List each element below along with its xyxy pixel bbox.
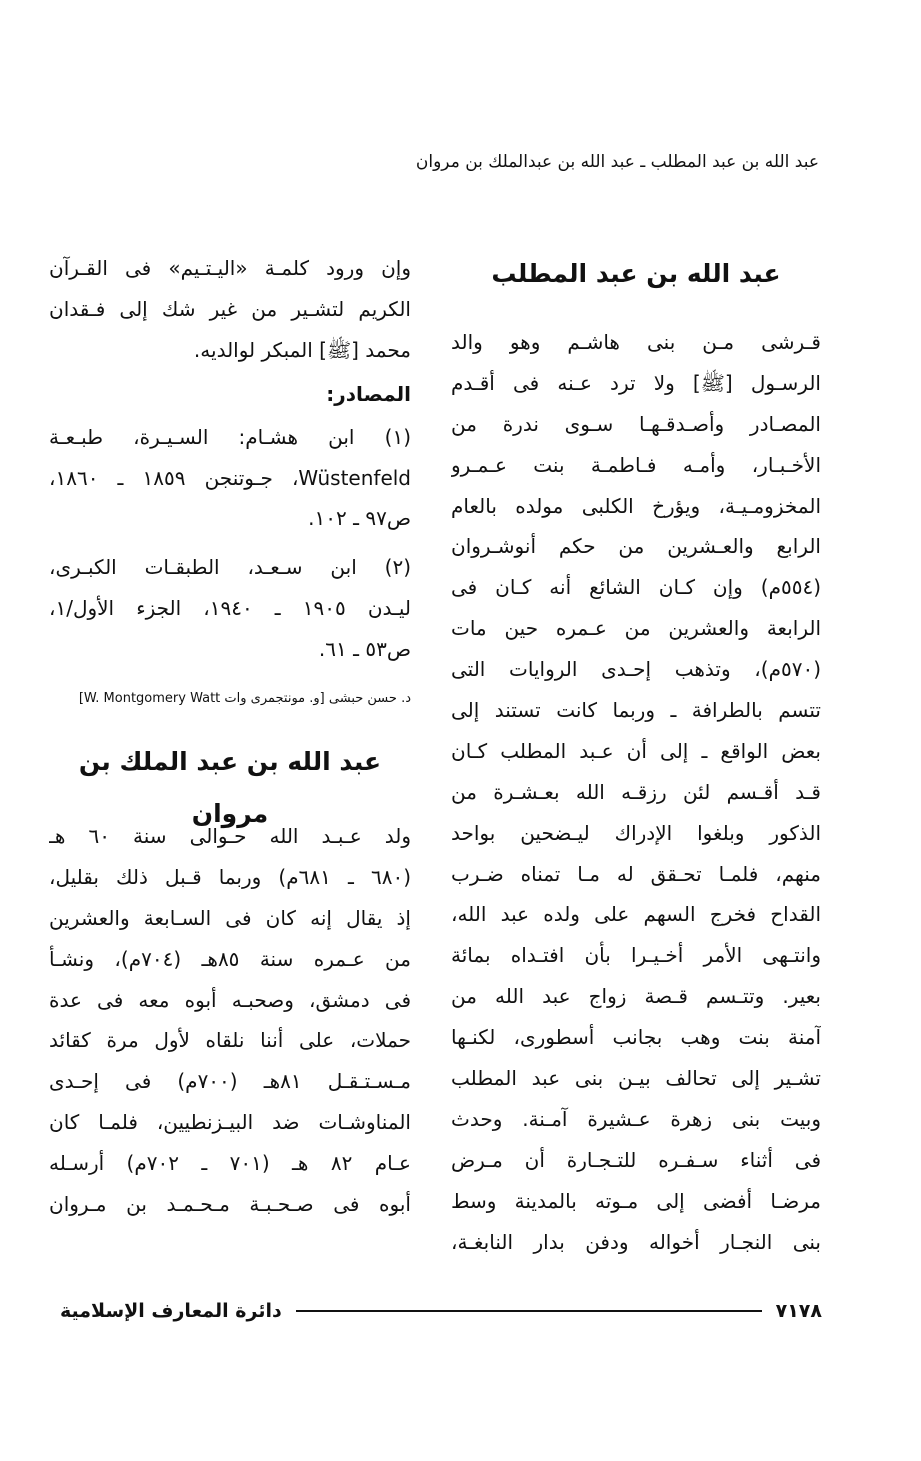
text-line: المصـادر وأصـدقـهـا سـوى ندرة من xyxy=(451,411,821,436)
text-line: حملات، على أننا نلقاه لأول مرة كقائد xyxy=(49,1028,411,1053)
source-entry xyxy=(49,547,411,670)
left-column xyxy=(49,248,411,1225)
text-line: من عـمره سنة ٨٥هـ (٧٠٤م)، ونشـأ xyxy=(49,946,411,971)
text-line: الرابعة والعشرين من عـمره حين مات xyxy=(451,616,821,641)
text-line: بعض الواقع ـ إلى أن عـبد المطلب كـان xyxy=(451,738,821,763)
text-line: وبيت بنى زهرة عـشيرة آمـنة. وحدث xyxy=(451,1106,821,1131)
text-line: تتسم بالطرافة ـ وربما كانت تستند إلى xyxy=(451,698,821,723)
text-line: وانتـهى الأمر أخـيـرا بأن افتـداه بمائة xyxy=(451,943,821,968)
article-body xyxy=(451,322,821,1262)
article-title: عبد الله بن عبد الملك بن مروان xyxy=(78,747,382,829)
text-line: الرسـول [ﷺ] ولا ترد عـنه فى أقـدم xyxy=(451,370,821,395)
source-line: ص٩٧ ـ ١٠٢. xyxy=(308,506,411,531)
text-line: الذكور وبلغوا الإدراك ليـضحين بواحد xyxy=(451,820,821,845)
footer-rule xyxy=(296,1310,762,1312)
text-line: القداح فخرج السهم على ولده عبد الله، xyxy=(451,902,821,927)
text-line: إذ يقال إنه كان فى السـابعة والعشرين xyxy=(49,905,411,930)
text-line: ولد عـبـد الله حـوالى سنة ٦٠ هـ xyxy=(49,824,411,849)
source-line: ليـدن ١٩٠٥ ـ ١٩٤٠، الجزء الأول/١، xyxy=(49,596,411,621)
source-line: (١) ابن هشـام: السـيـرة، طبـعـة xyxy=(49,424,411,449)
running-header: عبد الله بن عبد المطلب ـ عبد الله بن عبدالملك بن مروان xyxy=(415,152,819,172)
article-continuation xyxy=(49,248,411,371)
right-column xyxy=(451,248,821,1262)
page-footer xyxy=(60,1293,822,1329)
journal-title: دائرة المعارف الإسلامية xyxy=(60,1300,282,1322)
text-line: مـسـتـقـل ٨١هـ (٧٠٠م) فى إحـدى xyxy=(49,1069,411,1094)
text-line: الأخـبـار، وأمـه فـاطمـة بنت عـمـرو xyxy=(451,452,821,477)
text-line: مرضـا أفضى إلى مـوته بالمدينة وسط xyxy=(451,1188,821,1213)
text-line: فى أثناء سـفـره للتـجـارة أن مـرض xyxy=(451,1147,821,1172)
text-line: أبوه فى صـحـبـة مـحـمـد بن مـروان xyxy=(49,1192,411,1217)
text-line: (٥٧٠م)، وتذهب إحـدى الروايات التى xyxy=(451,657,821,682)
text-line: (٥٥٤م) وإن كـان الشائع أنه كـان فى xyxy=(451,575,821,600)
text-line: المناوشـات ضد البيـزنطيين، فلمـا كان xyxy=(49,1110,411,1135)
text-line: منهم، فلمـا تحـقق له مـا تمناه ضـرب xyxy=(451,861,821,886)
text-line: المخزومـيـة، ويؤرخ الكلبى مولده بالعام xyxy=(451,493,821,518)
text-line: قـرشى مـن بنى هاشـم وهو والد xyxy=(451,330,821,354)
text-line: وإن ورود كلمـة «اليـتـيم» فى القـرآن xyxy=(49,256,411,280)
text-line: الكريم لتشـير من غير شك إلى فـقدان xyxy=(49,296,411,321)
text-line: قـد أقـسم لئن رزقـه الله بعـشـرة من xyxy=(451,779,821,804)
article-title: عبد الله بن عبد المطلب xyxy=(491,259,781,288)
source-line: (٢) ابن سـعـد، الطبقـات الكبـرى، xyxy=(49,555,411,580)
source-entry xyxy=(49,417,411,540)
text-line: آمنة بنت وهب بجانب أسطورى، لكنـها xyxy=(451,1025,821,1050)
author-signature: د. حسن حبشى [و. مونتجمرى وات W. Montgomery Watt] xyxy=(78,691,411,707)
text-line: تشـير إلى تحالف بيـن بنى عبد المطلب xyxy=(451,1066,821,1091)
text-line: عـام ٨٢ هـ (٧٠١ ـ ٧٠٢م) أرسـله xyxy=(49,1151,411,1176)
source-line: Wüstenfeld، جـوتنجن ١٨٥٩ ـ ١٨٦٠، xyxy=(49,465,411,490)
text-line: بعير. وتتـسم قـصة زواج عبد الله من xyxy=(451,984,821,1009)
text-line: محمد [ﷺ] المبكر لوالديه. xyxy=(193,337,411,362)
source-line: ص٥٣ ـ ٦١. xyxy=(318,637,411,662)
page-number: ٧١٧٨ xyxy=(775,1300,822,1322)
text-line: (٦٨٠ ـ ٦٨١م) وربما قـبل ذلك بقليل، xyxy=(49,864,411,889)
text-line: الرابع والعـشرين من حكم أنوشـروان xyxy=(451,534,821,559)
article-body xyxy=(49,816,411,1225)
text-line: بنى النجـار أخواله ودفن بدار النابغـة، xyxy=(451,1229,821,1254)
sources-heading: المصادر: xyxy=(326,381,411,406)
text-line: فى دمشق، وصحبـه أبوه معه فى عدة xyxy=(49,987,411,1012)
